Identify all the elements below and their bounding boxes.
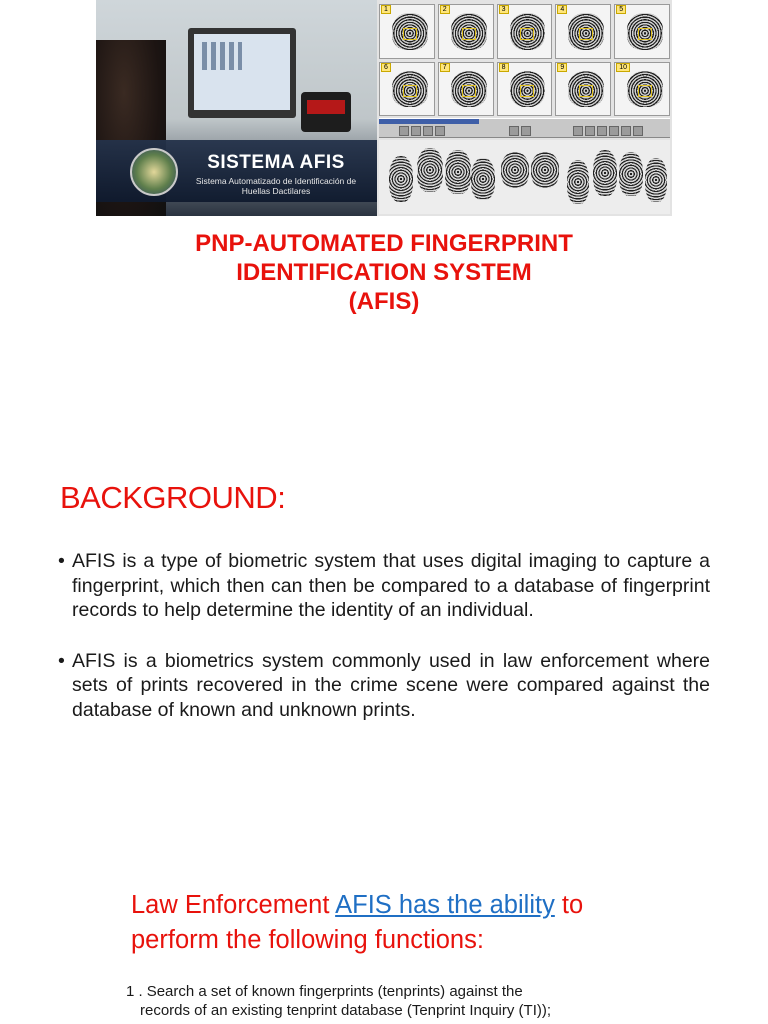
- fingerprint-icon: [451, 13, 487, 50]
- tenprint-cell: [438, 4, 494, 59]
- tenprint-cell: [555, 62, 611, 117]
- toolbar-button-icon: [509, 126, 519, 136]
- tenprint-number: 9: [557, 63, 567, 72]
- toolbar-button-icon: [585, 126, 595, 136]
- toolbar-button-icon: [521, 126, 531, 136]
- bullet-item: • AFIS is a type of biometric system that uses digital imaging to capture a fingerprint, which then can then be compared to a database of fingerprint records to help determine the identity of an individual.: [58, 549, 710, 623]
- list-item: [126, 982, 633, 1020]
- fingerprint-icon: [627, 13, 663, 50]
- software-toolbar: [379, 118, 670, 138]
- fingerprint-icon: [510, 71, 546, 108]
- fingerprint-icon: [593, 150, 617, 196]
- bullet-item: • AFIS is a biometrics system commonly used in law enforcement where sets of prints recovered in the crime scene were compared against the database of known and unknown prints.: [58, 649, 710, 723]
- police-seal-icon: [130, 148, 178, 196]
- fingerprint-icon: [471, 158, 495, 200]
- functions-list: [126, 982, 633, 1020]
- tenprint-number: 6: [381, 63, 391, 72]
- toolbar-button-icon: [435, 126, 445, 136]
- tenprint-cell: [497, 62, 553, 117]
- tenprint-cell: [497, 4, 553, 59]
- toolbar-button-icon: [633, 126, 643, 136]
- flat-prints-panel: [379, 140, 670, 214]
- title-line-1: PNP-AUTOMATED FINGERPRINT: [195, 230, 573, 257]
- fingerprint-icon: [645, 158, 667, 202]
- afis-ability-link[interactable]: AFIS has the ability: [335, 891, 555, 919]
- tenprint-cell: [614, 62, 670, 117]
- tenprint-number: 8: [499, 63, 509, 72]
- list-item-number: 1 .: [126, 983, 143, 1000]
- tenprint-cell: [438, 62, 494, 117]
- toolbar-button-icon: [609, 126, 619, 136]
- tenprint-number: 5: [616, 5, 626, 14]
- caption-title: SISTEMA AFIS: [207, 152, 345, 173]
- title-line-2: IDENTIFICATION SYSTEM: [236, 259, 532, 286]
- tenprint-number: 1: [381, 5, 391, 14]
- fingerprint-icon: [392, 71, 428, 108]
- toolbar-titlebar: [379, 119, 479, 124]
- tenprint-cell: [555, 4, 611, 59]
- fingerprint-icon: [568, 13, 604, 50]
- title-line-3: (AFIS): [348, 288, 420, 315]
- caption-subtitle: Sistema Automatizado de Identificación de Huellas Dactilares: [195, 176, 357, 196]
- toolbar-button-icon: [573, 126, 583, 136]
- fingerprint-icon: [531, 152, 559, 188]
- toolbar-button-icon: [423, 126, 433, 136]
- background-heading: BACKGROUND:: [60, 480, 286, 515]
- fingerprint-icon: [417, 148, 443, 192]
- list-item-line-2: records of an existing tenprint database (Tenprint Inquiry (TI));: [140, 1002, 552, 1019]
- toolbar-button-icon: [399, 126, 409, 136]
- tenprint-number: 2: [440, 5, 450, 14]
- fingerprint-icon: [568, 71, 604, 108]
- hero-photo-operator: [96, 0, 377, 216]
- tenprint-grid: [379, 4, 670, 116]
- fingerprint-icon: [619, 152, 643, 196]
- page-title: [0, 229, 768, 316]
- background-bullet-list: [58, 549, 710, 722]
- toolbar-button-icon: [597, 126, 607, 136]
- tenprint-cell: [379, 4, 435, 59]
- tenprint-cell: [379, 62, 435, 117]
- tenprint-number: 3: [499, 5, 509, 14]
- fingerprint-icon: [445, 150, 471, 194]
- toolbar-button-icon: [411, 126, 421, 136]
- fingerprint-icon: [501, 152, 529, 188]
- functions-heading: [131, 888, 671, 958]
- fingerprint-icon: [392, 13, 428, 50]
- list-item-line-1: Search a set of known fingerprints (tenprints) against the: [146, 983, 523, 1000]
- fingerprint-icon: [567, 160, 589, 204]
- fingerprint-icon: [627, 71, 663, 108]
- computer-monitor: [188, 28, 296, 118]
- functions-heading-suffix: to perform the following functions:: [131, 891, 584, 954]
- fingerprint-icon: [451, 71, 487, 108]
- hero-afis-software: [377, 0, 672, 216]
- tenprint-number: 4: [557, 5, 567, 14]
- toolbar-button-icon: [621, 126, 631, 136]
- tenprint-number: 7: [440, 63, 450, 72]
- fingerprint-scanner: [301, 92, 351, 132]
- tenprint-cell: [614, 4, 670, 59]
- tenprint-number: 10: [616, 63, 630, 72]
- functions-heading-prefix: Law Enforcement: [131, 891, 336, 919]
- fingerprint-icon: [389, 156, 413, 202]
- fingerprint-icon: [510, 13, 546, 50]
